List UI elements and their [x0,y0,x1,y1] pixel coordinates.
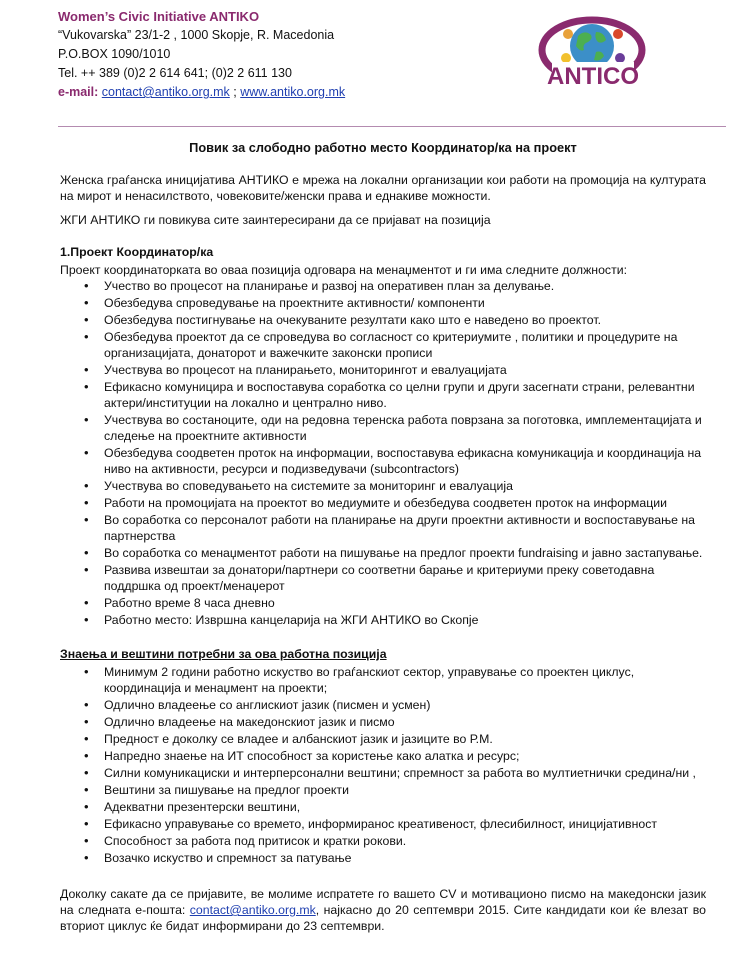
skills-list [60,664,706,866]
list-item: • Во соработка со персоналот работи на планирање на други проектни активности и воспоставување на партнерствa [60,512,706,544]
list-item: • Способност за работа под притисок и кратки рокови. [60,833,706,849]
list-item: • Учество во процесот на планирање и развој на оперативен план за делување. [60,278,706,294]
list-item: • Работи на промоцијата на проектот во медиумите и обезбедува соодветен проток на информации [60,495,706,511]
list-item: • Ефикасно комуницира и воспоставува соработка со целни групи и други засегнати страни, релевантни актери/институции на локално и централно ниво. [60,379,706,411]
section-2-heading: Знаења и вештини потребни за ова работна позиција [60,647,387,661]
figure-head-icon [561,53,571,63]
list-item: • Учествува во споведувањето на системите за мониторинг и евалуација [60,478,706,494]
contact-line [58,83,345,102]
contact-separator: ; [229,85,241,99]
list-item: • Предност е доколку се владее и албанскиот јазик и јазиците во Р.М. [60,731,706,747]
list-item: • Учествува во процесот на планирањето, мониторингот и евалуацијата [60,362,706,378]
list-item: • Работно место: Извршна канцеларија на ЖГИ АНТИКО во Скопје [60,612,706,628]
list-item: • Адекватни презентерски вештини, [60,799,706,815]
list-item: • Обезбедува соодветен проток на информации, воспоставува ефикасна комуникација и координација на ниво на активности, ресурси и подизведувачи (subcontractors) [60,445,706,477]
list-item: • Работно време 8 часа дневно [60,595,706,611]
figure-head-icon [563,29,573,39]
footer-email-link[interactable]: contact@antiko.org.mk [189,903,316,917]
list-item: • Минимум 2 години работно искуство во граѓанскиот сектор, управување со проектен циклус, координација и менаџмент на проекти; [60,664,706,696]
list-item: • Развива извештаи за донатори/партнери со соответни барање и критериуми преку советодавна поддршка од проект/менаџерот [60,562,706,594]
footer-text-end: , најкасно до 20 септември 2015. Сите кандидати кои ќе влезат во вториот циклус ќе бидат информирани до 23 септември. [60,903,706,933]
header-email-link[interactable]: contact@antiko.org.mk [101,85,230,99]
header-website-link[interactable]: www.antiko.org.mk [240,85,346,99]
intro-paragraph: Женска граѓанска иницијатива АНТИКО е мрежа на локални организации кои работи на промоција на културата на мирот и ненасилството, човековите/женски права и еднакиве можности. [60,173,706,203]
list-item: • Напредно знаење на ИТ способност за користење како алатка и ресурс; [60,748,706,764]
list-item: • Возачко искуство и спремност за патување [60,850,706,866]
list-item: • Учествува во состаноците, оди на редовна теренска работа поврзана за поготовка, имплементацијата и следење на проектните активности [60,412,706,444]
list-item: • Во соработка со менаџментот работи на пишување на предлог проекти fundraising и јавно застапување. [60,545,706,561]
antico-logo [538,12,648,92]
list-item: • Ефикасно управување со времето, информиранос креативеност, флесибилност, иницијативност [60,816,706,832]
letterhead [58,7,345,102]
list-item: • Одлично владеење на македонскиот јазик и писмо [60,714,706,730]
list-item: • Вештини за пишување на предлог проекти [60,782,706,798]
header-divider [58,126,726,127]
logo-text: ANTICO [547,63,639,90]
org-phone: Tel. ++ 389 (0)2 2 614 641; (0)2 2 611 130 [58,66,292,80]
org-address: “Vukovarska” 23/1-2 , 1000 Skopje, R. Macedonia [58,28,335,42]
list-item: • Одлично владеење со англискиот јазик (писмен и усмен) [60,697,706,713]
list-item: • Обезбедува постигнување на очекуваните резултати како што е наведено во проектот. [60,312,706,328]
org-name: Women’s Civic Initiative ANTIKO [58,9,260,24]
list-item: • Обезбедува спроведување на проектните активности/ компоненти [60,295,706,311]
section-1-heading: 1.Проект Координатор/ка [60,245,214,259]
list-item: • Обезбедува проектот да се спроведува во согласност со критериумите , политики и процедурите на организацијата, донаторот и важечките законски прописи [60,329,706,361]
document-body [60,140,706,942]
footer-text: Доколку сакате да се пријавите, ве молиме испратете го вашето CV и мотивационо писмо на македонски јазик на следната е-пошта: [60,887,706,917]
footer-paragraph [60,886,706,934]
figure-head-icon [613,29,623,39]
list-item: • Силни комуникациски и интерперсонални вештини; спремност за работа во мултиетнички средина/ни , [60,765,706,781]
email-label: e-mail: [58,85,99,99]
duties-list [60,278,706,628]
section-1-lead: Проект координаторката во оваа позиција одговара на менаџментот и ги има следните должности: [60,263,627,277]
document-title: Повик за слободно работно место Координатор/ка на проект [189,140,577,155]
figure-head-icon [615,53,625,63]
org-pobox: P.O.BOX 1090/1010 [58,47,171,61]
invite-paragraph: ЖГИ АНТИКО ги повикува сите заинтересирани да се пријават на позиција [60,213,491,227]
